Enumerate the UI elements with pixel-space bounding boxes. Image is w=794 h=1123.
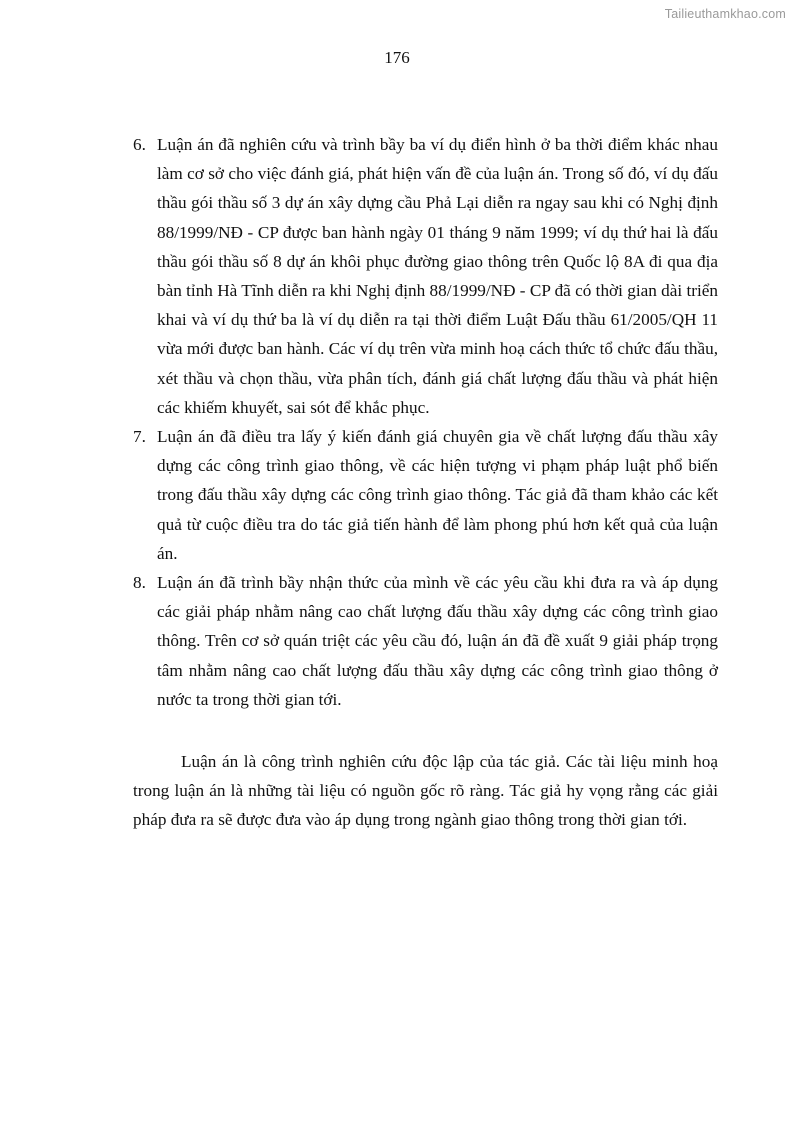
list-item-text: Luận án đã trình bầy nhận thức của mình về các yêu cầu khi đưa ra và áp dụng các giải pháp nhằm nâng cao chất lượng đấu thầu xây dựng các công trình giao thông. Trên cơ sở quán triệt các yêu cầu đó, luận án đã đề xuất 9 giải pháp trọng tâm nhằm nâng cao chất lượng đấu thầu xây dựng các công trình giao thông ở nước ta trong thời gian tới. [157, 573, 718, 709]
list-item-7 [133, 422, 718, 568]
closing-paragraph: Luận án là công trình nghiên cứu độc lập của tác giả. Các tài liệu minh hoạ trong luận án là những tài liệu có nguồn gốc rõ ràng. Tác giả hy vọng rằng các giải pháp đưa ra sẽ được đưa vào áp dụng trong ngành giao thông trong thời gian tới. [133, 752, 718, 830]
conclusion-list [133, 130, 718, 714]
list-item-number: 7. [133, 427, 146, 447]
list-item-text: Luận án đã nghiên cứu và trình bầy ba ví dụ điển hình ở ba thời điểm khác nhau làm cơ sở cho việc đánh giá, phát hiện vấn đề của luận án. Trong số đó, ví dụ đấu thầu gói thầu số 3 dự án xây dựng cầu Phả Lại diễn ra ngay sau khi có Nghị định 88/1999/NĐ - CP được ban hành ngày 01 tháng 9 năm 1999; ví dụ thứ hai là đấu thầu gói thầu số 8 dự án khôi phục đường giao thông trên Quốc lộ 8A đi qua địa bàn tỉnh Hà Tĩnh diễn ra khi Nghị định 88/1999/NĐ - CP đã có thời gian dài triển khai và ví dụ thứ ba là ví dụ diễn ra tại thời điểm Luật Đấu thầu 61/2005/QH 11 vừa mới được ban hành. Các ví dụ trên vừa minh hoạ cách thức tổ chức đấu thầu, xét thầu và chọn thầu, vừa phân tích, đánh giá chất lượng đấu thầu và phát hiện các khiếm khuyết, sai sót để khắc phục. [157, 135, 718, 417]
list-item-8 [133, 568, 718, 714]
watermark: Tailieuthamkhao.com [664, 7, 786, 21]
list-item-number: 8. [133, 573, 146, 593]
list-item-6 [133, 130, 718, 422]
list-item-text: Luận án đã điều tra lấy ý kiến đánh giá chuyên gia về chất lượng đấu thầu xây dựng các công trình giao thông, về các hiện tượng vi phạm pháp luật phổ biến trong đấu thầu xây dựng các công trình giao thông. Tác giả đã tham khảo các kết quả từ cuộc điều tra do tác giả tiến hành để làm phong phú hơn kết quả của luận án. [157, 427, 718, 563]
page-number: 176 [384, 48, 410, 67]
list-item-number: 6. [133, 135, 146, 154]
